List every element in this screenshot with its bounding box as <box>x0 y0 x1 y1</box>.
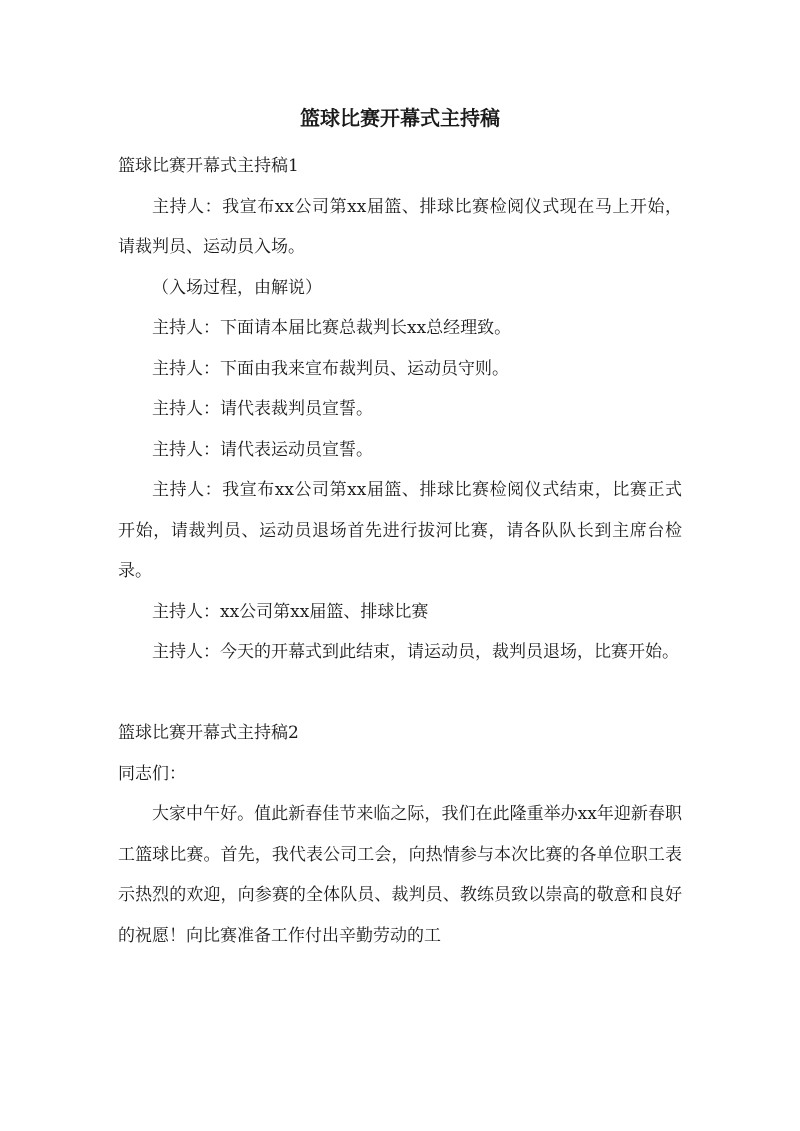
paragraph: 主持人：下面请本届比赛总裁判长xx总经理致。 <box>152 318 512 338</box>
paragraph: （入场过程，由解说） <box>152 277 322 298</box>
paragraph: 主持人：请代表运动员宣誓。 <box>152 439 373 460</box>
paragraph: 主持人：下面由我来宣布裁判员、运动员守则。 <box>152 358 509 379</box>
paragraph: 主持人：xx公司第xx届篮、排球比赛 <box>152 601 429 622</box>
paragraph: 主持人：我宣布xx公司第xx届篮、排球比赛检阅仪式结束，比赛正式开始，请裁判员、运动员退场首先进行拔河比赛，请各队队长到主席台检录。 <box>118 480 682 581</box>
document-title: 篮球比赛开幕式主持稿 <box>300 106 500 130</box>
salutation: 同志们： <box>118 763 186 784</box>
paragraph: 主持人：今天的开幕式到此结束，请运动员，裁判员退场，比赛开始。 <box>152 642 679 662</box>
section-heading: 篮球比赛开幕式主持稿2 <box>118 723 299 743</box>
paragraph: 大家中午好。值此新春佳节来临之际，我们在此隆重举办xx年迎新春职工篮球比赛。首先，我代表公司工会，向热情参与本次比赛的各单位职工表示热烈的欢迎，向参赛的全体队员、裁判员、教练员致以崇高的敬意和良好的祝愿！向比赛准备工作付出辛勤劳动的工 <box>118 804 682 946</box>
paragraph: 主持人：我宣布xx公司第xx届篮、排球比赛检阅仪式现在马上开始，请裁判员、运动员入场。 <box>118 196 682 257</box>
document-body <box>118 146 682 956</box>
paragraph: 主持人：请代表裁判员宣誓。 <box>152 399 373 419</box>
section-heading: 篮球比赛开幕式主持稿1 <box>118 156 299 176</box>
